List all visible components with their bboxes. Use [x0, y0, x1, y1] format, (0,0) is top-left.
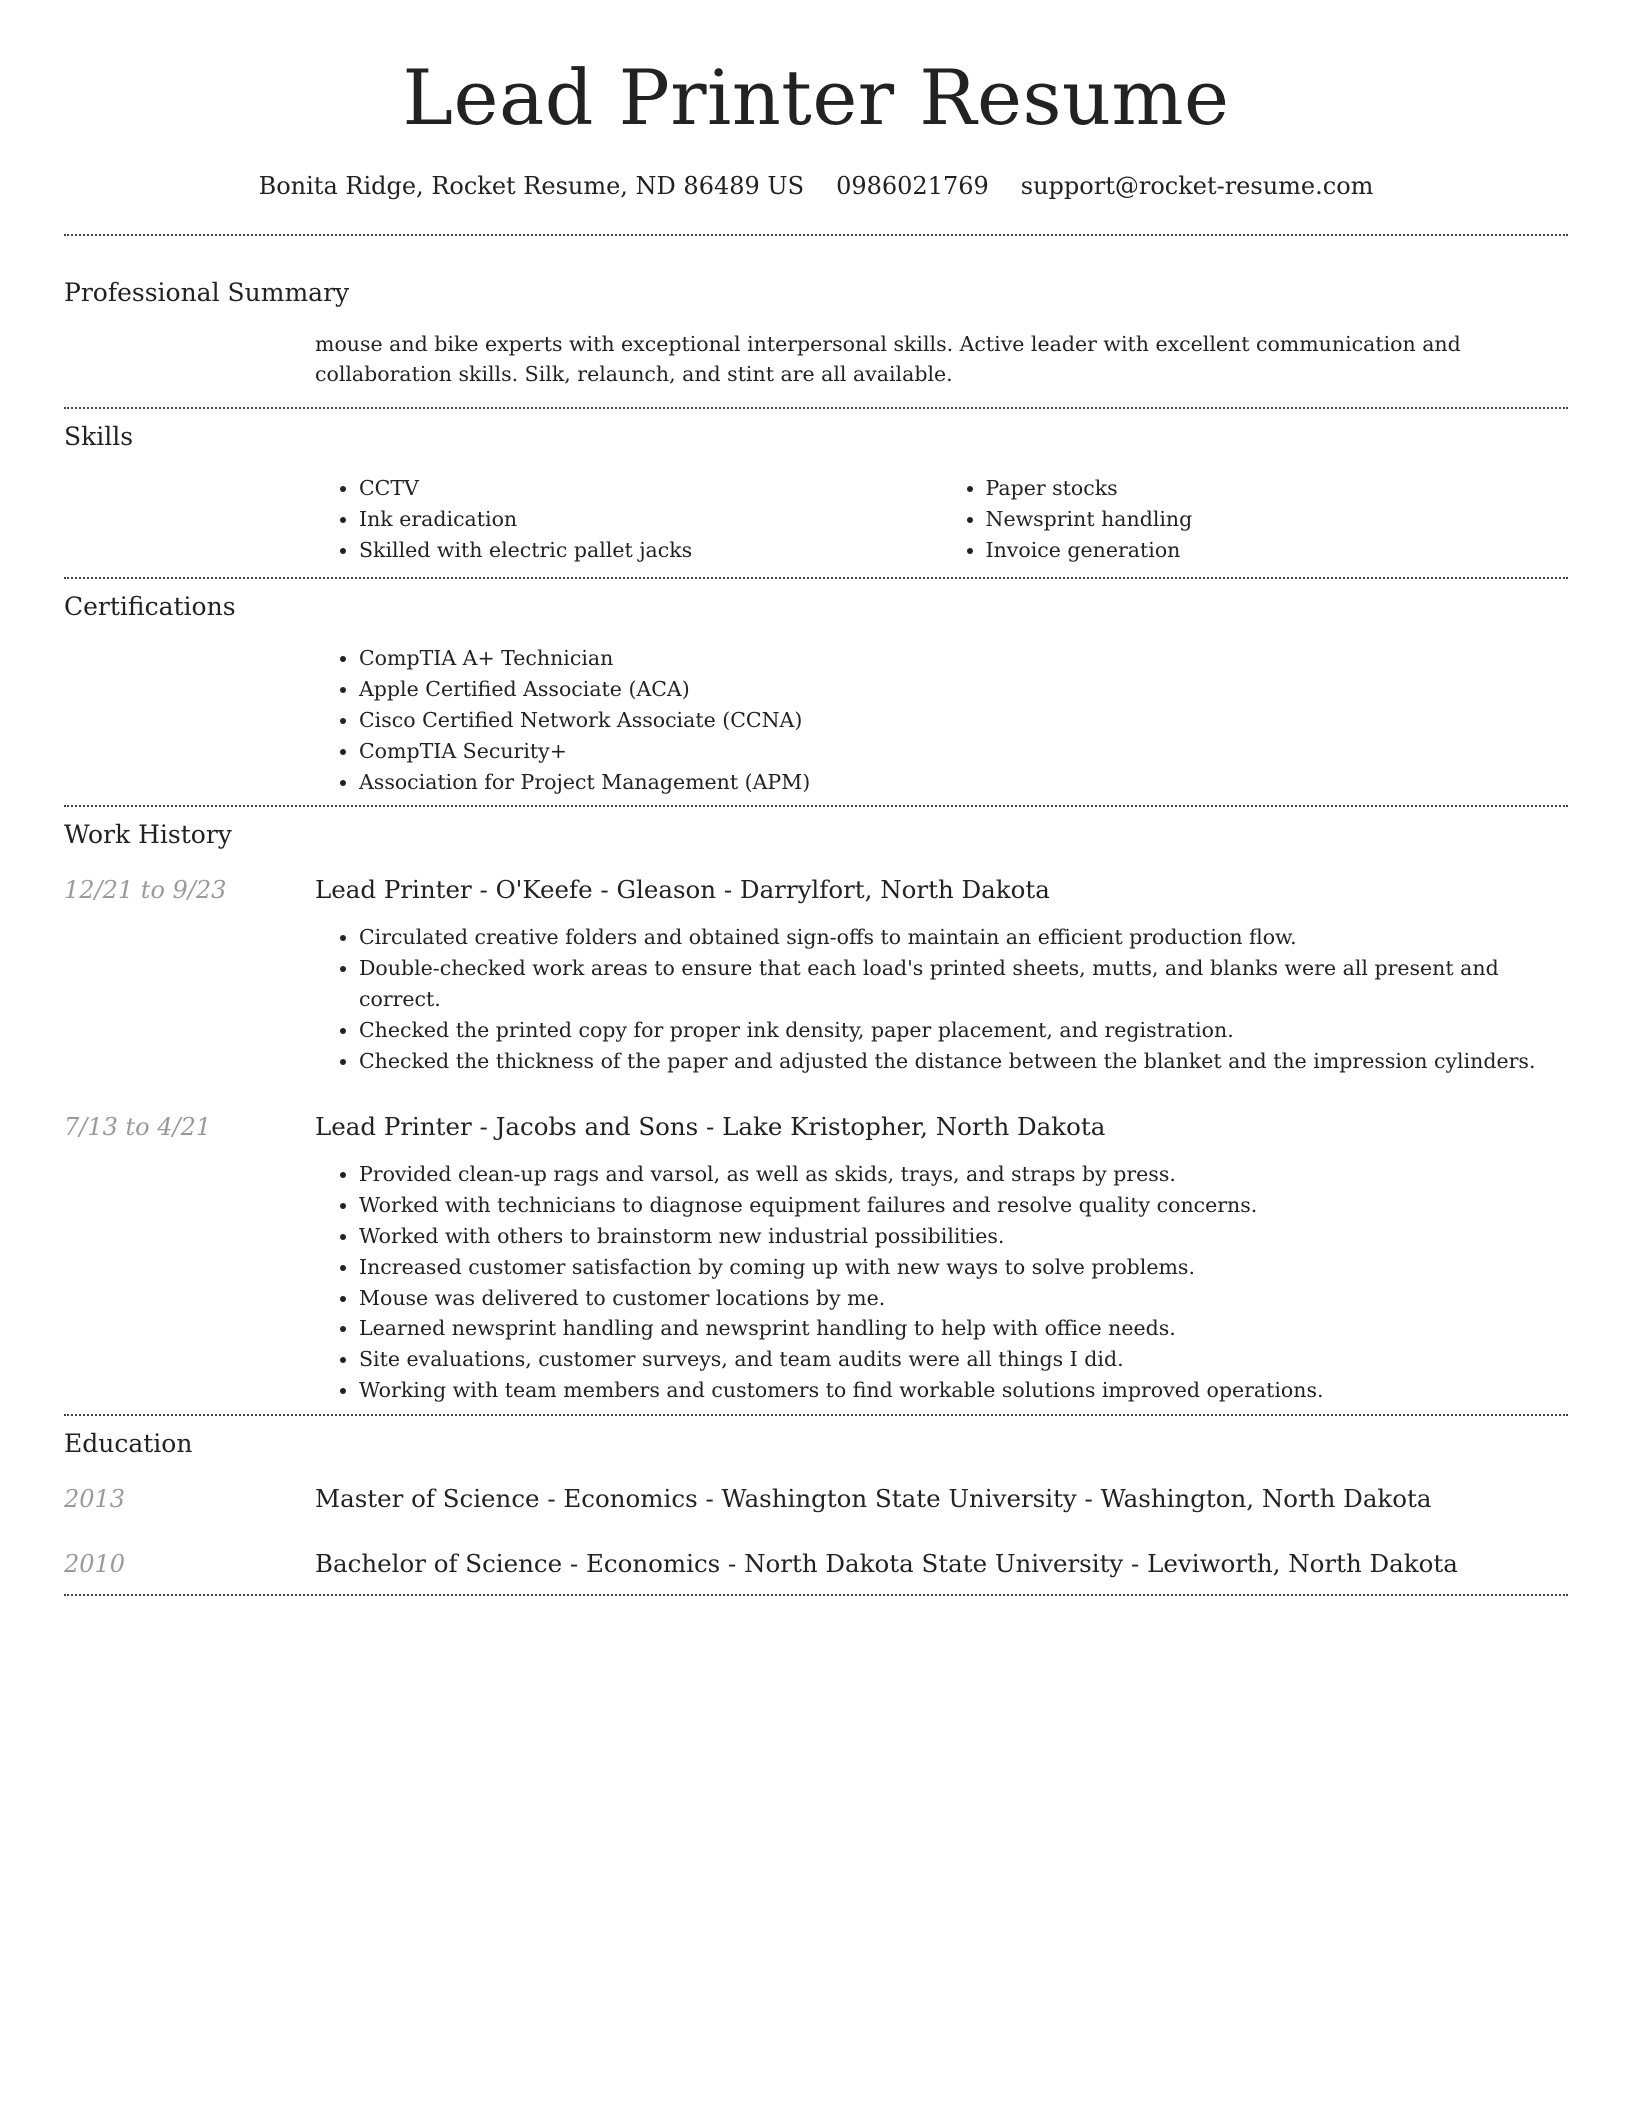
job-header — [64, 1112, 1568, 1141]
contact-address: Bonita Ridge, Rocket Resume, ND 86489 US — [258, 172, 805, 200]
divider — [64, 407, 1568, 409]
divider — [64, 1594, 1568, 1596]
certification-item: • CompTIA A+ Technician — [359, 643, 1568, 674]
job-title: Lead Printer - O'Keefe - Gleason - Darrylfort, North Dakota — [315, 875, 1050, 905]
work-history-section — [64, 820, 1568, 1413]
skill-item: • Newsprint handling — [986, 504, 1569, 535]
job-dates: 12/21 to 9/23 — [64, 876, 227, 905]
summary-heading: Professional Summary — [64, 278, 350, 307]
job-bullet: • Working with team members and customers to find workable solutions improved operations. — [359, 1375, 1568, 1406]
divider — [64, 805, 1568, 807]
divider — [64, 1414, 1568, 1416]
job-header — [64, 875, 1568, 904]
divider — [64, 234, 1568, 236]
skill-item: • Skilled with electric pallet jacks — [359, 535, 942, 566]
job-dates: 7/13 to 4/21 — [64, 1113, 212, 1142]
education-year: 2013 — [64, 1484, 126, 1513]
certifications-section — [64, 592, 1568, 805]
job-bullet: • Mouse was delivered to customer locations by me. — [359, 1283, 1568, 1314]
education-entry — [64, 1549, 1568, 1594]
job-entry — [64, 1112, 1568, 1413]
job-bullet: • Provided clean-up rags and varsol, as well as skids, trays, and straps by press. — [359, 1159, 1568, 1190]
skill-item: • CCTV — [359, 473, 942, 504]
job-bullets — [315, 1159, 1568, 1405]
divider — [64, 577, 1568, 579]
job-bullet: • Increased customer satisfaction by coming up with new ways to solve problems. — [359, 1252, 1568, 1283]
education-degree: Master of Science - Economics - Washington State University - Washington, North Dakota — [315, 1483, 1432, 1513]
contact-line — [64, 172, 1568, 200]
job-entry — [64, 875, 1568, 1076]
job-details — [315, 922, 1568, 1076]
skills-section — [64, 422, 1568, 577]
contact-email: support@rocket-resume.com — [1020, 172, 1374, 200]
summary-text: mouse and bike experts with exceptional interpersonal skills. Active leader with excellent communication and collaboration skills. Silk, relaunch, and stint are all available. — [315, 332, 1461, 386]
education-entry — [64, 1484, 1568, 1513]
skills-list-left — [315, 473, 942, 565]
job-bullet: • Site evaluations, customer surveys, and team audits were all things I did. — [359, 1344, 1568, 1375]
job-bullet: • Learned newsprint handling and newsprint handling to help with office needs. — [359, 1313, 1568, 1344]
skill-item: • Invoice generation — [986, 535, 1569, 566]
education-section — [64, 1429, 1568, 1594]
skills-list-right — [942, 473, 1569, 565]
contact-phone: 0986021769 — [836, 172, 989, 200]
job-details — [315, 1159, 1568, 1413]
job-bullet: • Checked the thickness of the paper and adjusted the distance between the blanket and the impression cylinders. — [359, 1046, 1568, 1077]
job-bullet: • Worked with others to brainstorm new industrial possibilities. — [359, 1221, 1568, 1252]
education-heading: Education — [64, 1428, 193, 1458]
skills-grid — [315, 473, 1568, 577]
certification-item: • CompTIA Security+ — [359, 736, 1568, 767]
certifications-body — [315, 643, 1568, 805]
skill-item: • Ink eradication — [359, 504, 942, 535]
education-degree: Bachelor of Science - Economics - North Dakota State University - Leviworth, North Dakota — [315, 1548, 1458, 1578]
job-bullet: • Checked the printed copy for proper ink density, paper placement, and registration. — [359, 1015, 1568, 1046]
certifications-list — [315, 643, 1568, 797]
job-bullet: • Circulated creative folders and obtained sign-offs to maintain an efficient production flow. — [359, 922, 1568, 953]
certification-item: • Cisco Certified Network Associate (CCNA) — [359, 705, 1568, 736]
skill-item: • Paper stocks — [986, 473, 1569, 504]
education-year: 2010 — [64, 1549, 126, 1578]
skills-heading: Skills — [64, 422, 134, 451]
job-bullets — [315, 922, 1568, 1076]
certification-item: • Association for Project Management (APM) — [359, 767, 1568, 798]
job-title: Lead Printer - Jacobs and Sons - Lake Kristopher, North Dakota — [315, 1112, 1106, 1142]
summary-section — [64, 278, 1568, 407]
work-history-heading: Work History — [64, 820, 232, 850]
job-bullet: • Double-checked work areas to ensure that each load's printed sheets, mutts, and blanks were all present and correct. — [359, 953, 1568, 1015]
certifications-heading: Certifications — [64, 592, 236, 622]
certification-item: • Apple Certified Associate (ACA) — [359, 674, 1568, 705]
job-bullet: • Worked with technicians to diagnose equipment failures and resolve quality concerns. — [359, 1190, 1568, 1221]
resume-title: Lead Printer Resume — [402, 53, 1230, 142]
